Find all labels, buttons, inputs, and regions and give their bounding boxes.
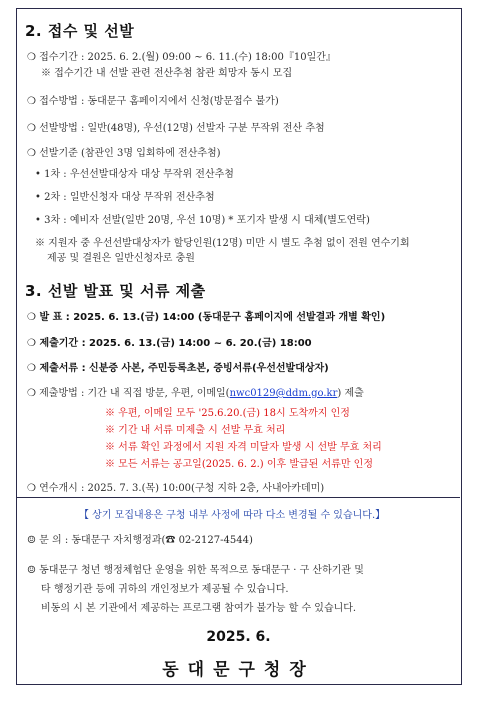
contact-line: ☺ 문 의 : 동대문구 자치행정과(☎ 02-2127-4544) xyxy=(27,535,253,546)
s2-line-note-2: 제공 및 결원은 일반신청자로 충원 xyxy=(47,253,195,264)
privacy-line-3: 비동의 시 본 기관에서 제공하는 프로그램 참여가 불가능 할 수 있습니다. xyxy=(41,603,357,614)
s2-line-note-1: ※ 지원자 중 우선선발대상자가 할당인원(12명) 미만 시 별도 추첨 없이 전원 연수기회 xyxy=(35,238,410,249)
s2-line-round-2: • 2차 : 일반신청자 대상 무작위 전산추첨 xyxy=(35,192,215,203)
notice-frame xyxy=(16,8,462,685)
s3-line-announce: ❍ 발 표 : 2025. 6. 13.(금) 14:00 (동대문구 홈페이지에 선발결과 개별 확인) xyxy=(27,312,386,323)
s2-line-selection: ❍ 선발방법 : 일반(48명), 우선(12명) 선발자 구분 무작위 전산 추첨 xyxy=(27,123,325,134)
s2-line-period: ❍ 접수기간 : 2025. 6. 2.(월) 09:00 ~ 6. 11.(수) 18:00『10일간』 xyxy=(27,52,336,63)
submit-method-prefix: ❍ 제출방법 : 기간 내 직접 방문, 우편, 이메일( xyxy=(27,388,230,399)
s3-red-note-4: ※ 모든 서류는 공고일(2025. 6. 2.) 이후 발급된 서류만 인정 xyxy=(105,459,374,470)
section-2-title: 2. 접수 및 선발 xyxy=(25,22,135,40)
s3-red-note-3: ※ 서류 확인 과정에서 지원 자격 미달자 발생 시 선발 무효 처리 xyxy=(105,442,382,453)
s3-red-note-2: ※ 기간 내 서류 미제출 시 선발 무효 처리 xyxy=(105,425,286,436)
change-notice: 【 상기 모집내용은 구청 내부 사정에 따라 다소 변경될 수 있습니다.】 xyxy=(79,510,386,521)
privacy-line-2: 타 행정기관 등에 귀하의 개인정보가 제공될 수 있습니다. xyxy=(41,584,289,595)
divider xyxy=(17,497,460,498)
s3-red-note-1: ※ 우편, 이메일 모두 '25.6.20.(금) 18시 도착까지 인정 xyxy=(105,408,350,419)
privacy-line-1: ☺ 동대문구 청년 행정체험단 운영을 위한 목적으로 동대문구 · 구 산하기관 및 xyxy=(27,565,364,576)
section-3-title: 3. 선발 발표 및 서류 제출 xyxy=(25,282,206,300)
email-link[interactable]: nwc0129@ddm.go.kr xyxy=(229,388,338,399)
s2-line-round-1: • 1차 : 우선선발대상자 대상 무작위 전산추첨 xyxy=(35,169,234,180)
s2-line-round-3: • 3차 : 예비자 선발(일반 20명, 우선 10명) * 포기자 발생 시 대체(별도연락) xyxy=(35,215,370,226)
s3-line-training-start: ❍ 연수개시 : 2025. 7. 3.(목) 10:00(구청 지하 2층, 사내아카데미) xyxy=(27,483,325,494)
s3-line-submit-method xyxy=(27,387,364,400)
submit-method-suffix: ) 제출 xyxy=(337,388,364,399)
s3-line-documents: ❍ 제출서류 : 신분증 사본, 주민등록초본, 증빙서류(우선선발대상자) xyxy=(27,363,329,374)
s2-line-method: ❍ 접수방법 : 동대문구 홈페이지에서 신청(방문접수 불가) xyxy=(27,96,279,107)
footer-date: 2025. 6. xyxy=(206,629,271,645)
footer-org: 동대문구청장 xyxy=(162,660,315,680)
s2-line-observer-note: ※ 접수기간 내 선발 관련 전산추첨 참관 희망자 동시 모집 xyxy=(41,68,293,79)
s2-line-criteria: ❍ 선발기준 (참관인 3명 입회하에 전산추첨) xyxy=(27,148,221,159)
s3-line-submit-period: ❍ 제출기간 : 2025. 6. 13.(금) 14:00 ~ 6. 20.(금) 18:00 xyxy=(27,338,312,349)
